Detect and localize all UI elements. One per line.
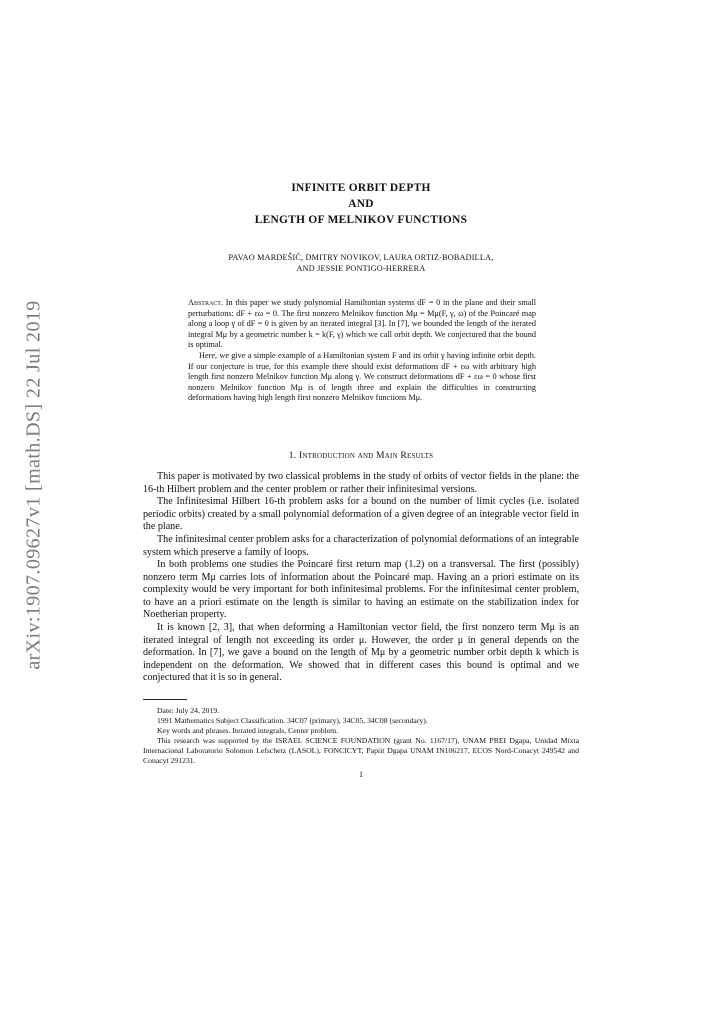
author-line: PAVAO MARDEŠIĆ, DMITRY NOVIKOV, LAURA ORTIZ-BOBADILLA, <box>228 253 494 262</box>
footnote-funding: This research was supported by the ISRAEL SCIENCE FOUNDATION (grant No. 1167/17), UNAM PREI Dgapa, Unidad Mixta Internacional Laboratorio Solomon Lefschetz (LASOL), FONCICYT, Papiit Dgapa UNAM IN106217, ECOS Nord-Conacyt 249542 and Conacyt 291231. <box>143 736 579 766</box>
page-number: 1 <box>359 770 363 780</box>
body-paragraph: It is known [2, 3], that when deforming a Hamiltonian vector field, the first nonzero term Mμ is an iterated integral of length not exceeding its order μ. However, the order μ in general depends on the deformation. In [7], we gave a bound on the length of Mμ by a geometric number orbit depth k which is independent on the deformation. We showed that in different cases this bound is optimal and we conjectured that it is so in general. <box>143 622 579 684</box>
arxiv-sidebar-stamp <box>14 300 54 670</box>
body-text <box>143 471 579 685</box>
paper-page <box>143 180 579 779</box>
abstract-heading: Abstract. <box>188 298 224 307</box>
body-paragraph: In both problems one studies the Poincaré first return map (1.2) on a transversal. The first (possibly) nonzero term Mμ carries lots of information about the Poincaré map. Having an a priori estimate on its complexity would be very important for both infinitesimal problems. For the infinitesimal center problem, to have an a priori estimate on the length is similar to having an estimate on the stabilization index for Noetherian property. <box>143 559 579 621</box>
author-line: AND JESSIE PONTIGO-HERRERA <box>296 264 426 273</box>
body-paragraph: The infinitesimal center problem asks for a characterization of polynomial deformations of an integrable system which preserve a family of loops. <box>143 533 579 558</box>
title-line: INFINITE ORBIT DEPTH <box>291 182 431 194</box>
abstract <box>188 298 536 404</box>
footnote-msc: 1991 Mathematics Subject Classification. 34C07 (primary), 34C05, 34C08 (secondary). <box>157 716 428 726</box>
abstract-text: In this paper we study polynomial Hamiltonian systems dF = 0 in the plane and their small perturbations: dF + εω = 0. The first nonzero Melnikov function Mμ = Mμ(F, γ, ω) of the Poincaré map along a loop γ of dF = 0 is given by an iterated integral [3]. In [7], we bounded the length of the iterated integral Mμ by a geometric number k = k(F, γ) which we call orbit depth. We conjectured that the bound is optimal. <box>188 298 536 350</box>
footnote-rule <box>143 699 187 700</box>
abstract-paragraph: Here, we give a simple example of a Hamiltonian system F and its orbit γ having infinite orbit depth. If our conjecture is true, for this example there should exist deformations dF + εω with arbitrary high length first nonzero Melnikov function Mμ along γ. We construct deformations dF + εω = 0 whose first nonzero Melnikov function Mμ is of length three and explain the difficulties in constructing deformations having high length first nonzero Melnikov functions Mμ. <box>188 350 536 403</box>
title-line: LENGTH OF MELNIKOV FUNCTIONS <box>254 214 468 226</box>
paper-title <box>143 180 579 228</box>
footnote-date: Date: July 24, 2019. <box>157 706 220 716</box>
author-list <box>143 252 579 274</box>
body-paragraph: The Infinitesimal Hilbert 16-th problem asks for a bound on the number of limit cycles (i.e. isolated periodic orbits) created by a small polynomial deformation of a given degree of an integrable vector field in the plane. <box>143 496 579 533</box>
footnote-keywords: Key words and phrases. Iterated integrals, Center problem. <box>157 726 339 736</box>
section-heading: 1. Introduction and Main Results <box>288 449 434 461</box>
arxiv-identifier: arXiv:1907.09627v1 [math.DS] 22 Jul 2019 <box>22 300 45 670</box>
title-line: AND <box>348 198 374 210</box>
abstract-paragraph <box>188 298 536 351</box>
body-paragraph: This paper is motivated by two classical problems in the study of orbits of vector fields in the plane: the 16-th Hilbert problem and the center problem or rather their infinitesimal versions. <box>143 470 579 495</box>
footnotes <box>143 706 579 766</box>
